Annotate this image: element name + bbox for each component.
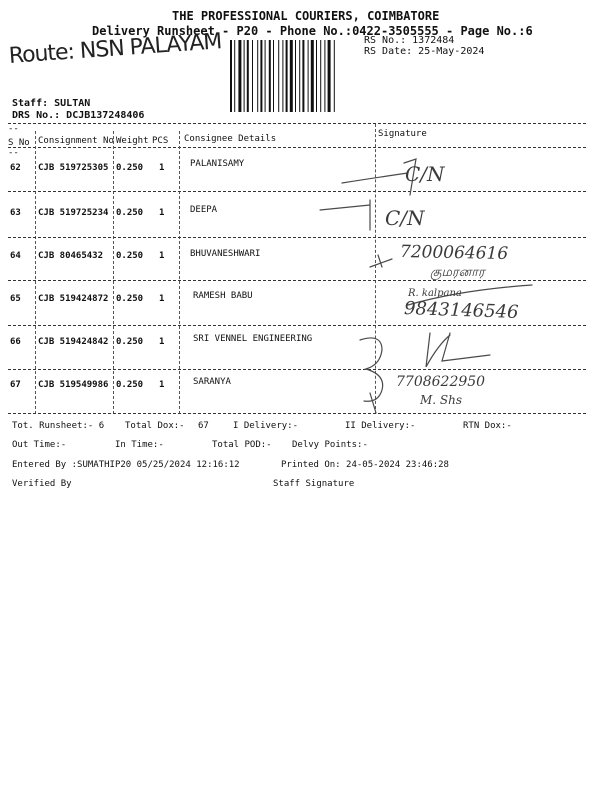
rtn-dox: RTN Dox:-: [463, 421, 512, 431]
barcode-bar: [278, 40, 279, 112]
col-separator: [179, 131, 180, 414]
dash-mark: --: [8, 148, 19, 158]
barcode-bar: [234, 40, 235, 112]
barcode-bar: [290, 40, 293, 112]
barcode: [230, 40, 356, 112]
barcode-bar: [320, 40, 321, 112]
col-separator: [35, 131, 36, 414]
barcode-bar: [295, 40, 296, 112]
col-pcs: PCS: [152, 136, 169, 146]
barcode-bar: [328, 40, 331, 112]
col-separator: [113, 131, 114, 414]
drs-number: DRS No.: DCJB137248406: [12, 110, 145, 121]
row-sno: 62: [10, 163, 21, 173]
row-consignment: CJB 80465432: [38, 251, 104, 261]
row-consignee: DEEPA: [190, 205, 218, 215]
col-weight: Weight: [116, 136, 149, 146]
barcode-bar: [247, 40, 249, 112]
row-weight: 0.250: [116, 294, 144, 304]
column-header-divider: [8, 147, 586, 148]
handwriting-phone: 9843146546: [403, 298, 519, 323]
company-name: THE PROFESSIONAL COURIERS, COIMBATORE: [172, 9, 440, 23]
col-consignee: Consignee Details: [184, 134, 277, 144]
row-sno: 65: [10, 294, 21, 304]
row-pcs: 1: [159, 337, 165, 347]
handwriting-phone: 7708622950: [396, 374, 486, 390]
barcode-bar: [286, 40, 288, 112]
handwriting-name: குமரனார: [430, 265, 485, 280]
row-sno: 67: [10, 380, 21, 390]
row-sno: 64: [10, 251, 21, 261]
handwriting-cn: C/N: [385, 206, 425, 230]
row-weight: 0.250: [116, 208, 144, 218]
entered-by: Entered By :SUMATHIP20 05/25/2024 12:16:12: [12, 460, 240, 470]
row-sno: 66: [10, 337, 21, 347]
header-divider: [8, 123, 586, 124]
total-dox-label: Total Dox:-: [125, 421, 185, 431]
barcode-bar: [260, 40, 262, 112]
handwriting-name: R. kalpana: [408, 288, 462, 299]
i-delivery: I Delivery:-: [233, 421, 299, 431]
verified-by: Verified By: [12, 479, 72, 489]
row-consignment: CJB 519549986: [38, 380, 109, 390]
row-pcs: 1: [159, 208, 165, 218]
row-pcs: 1: [159, 251, 165, 261]
rs-date: RS Date: 25-May-2024: [364, 46, 485, 57]
row-sno: 63: [10, 208, 21, 218]
barcode-bar: [334, 40, 335, 112]
row-consignment: CJB 519424842: [38, 337, 109, 347]
handwriting-name: M. Shs: [420, 393, 463, 407]
barcode-bar: [257, 40, 258, 112]
row-pcs: 1: [159, 294, 165, 304]
ii-delivery: II Delivery:-: [345, 421, 416, 431]
col-sno: S No: [8, 138, 30, 148]
route-handwritten: Route: NSN PALAYAM: [8, 29, 223, 69]
printed-on: Printed On: 24-05-2024 23:46:28: [281, 460, 449, 470]
row-weight: 0.250: [116, 337, 144, 347]
row-pcs: 1: [159, 163, 165, 173]
staff-name: Staff: SULTAN: [12, 98, 91, 109]
barcode-bar: [269, 40, 271, 112]
barcode-bar: [244, 40, 245, 112]
staff-signature: Staff Signature: [273, 479, 355, 489]
runsheet-title: Delivery Runsheet - P20 - Phone No.:0422-3505555 - Page No.:6: [92, 24, 533, 38]
barcode-bar: [311, 40, 314, 112]
row-consignee: SRI VENNEL ENGINEERING: [193, 334, 313, 344]
total-dox-value: 67: [198, 421, 209, 431]
dash-mark: --: [8, 124, 19, 134]
barcode-bar: [282, 40, 283, 112]
barcode-bar: [308, 40, 309, 112]
row-consignment: CJB 519424872: [38, 294, 109, 304]
barcode-bar: [316, 40, 317, 112]
barcode-bar: [273, 40, 274, 112]
tot-runsheet: Tot. Runsheet:- 6: [12, 421, 105, 431]
col-consignment: Consignment No: [38, 136, 114, 146]
row-consignee: BHUVANESHWARI: [190, 249, 261, 259]
barcode-bar: [238, 40, 241, 112]
row-consignment: CJB 519725305: [38, 163, 109, 173]
barcode-bar: [252, 40, 253, 112]
handwriting-phone: 7200064616: [399, 242, 509, 264]
barcode-bar: [230, 40, 232, 112]
row-weight: 0.250: [116, 380, 144, 390]
barcode-bar: [299, 40, 300, 112]
delvy-points: Delvy Points:-: [292, 440, 368, 450]
barcode-bar: [302, 40, 304, 112]
barcode-bar: [324, 40, 325, 112]
row-consignee: SARANYA: [193, 377, 231, 387]
row-consignee: PALANISAMY: [190, 159, 245, 169]
row-consignee: RAMESH BABU: [193, 291, 253, 301]
in-time: In Time:-: [115, 440, 164, 450]
out-time: Out Time:-: [12, 440, 67, 450]
total-pod: Total POD:-: [212, 440, 272, 450]
rs-number: RS No.: 1372484: [364, 35, 455, 46]
row-weight: 0.250: [116, 251, 144, 261]
row-consignment: CJB 519725234: [38, 208, 109, 218]
row-pcs: 1: [159, 380, 165, 390]
col-signature: Signature: [378, 129, 427, 139]
barcode-bar: [265, 40, 266, 112]
handwriting-cn: C/N: [405, 162, 445, 186]
row-weight: 0.250: [116, 163, 144, 173]
